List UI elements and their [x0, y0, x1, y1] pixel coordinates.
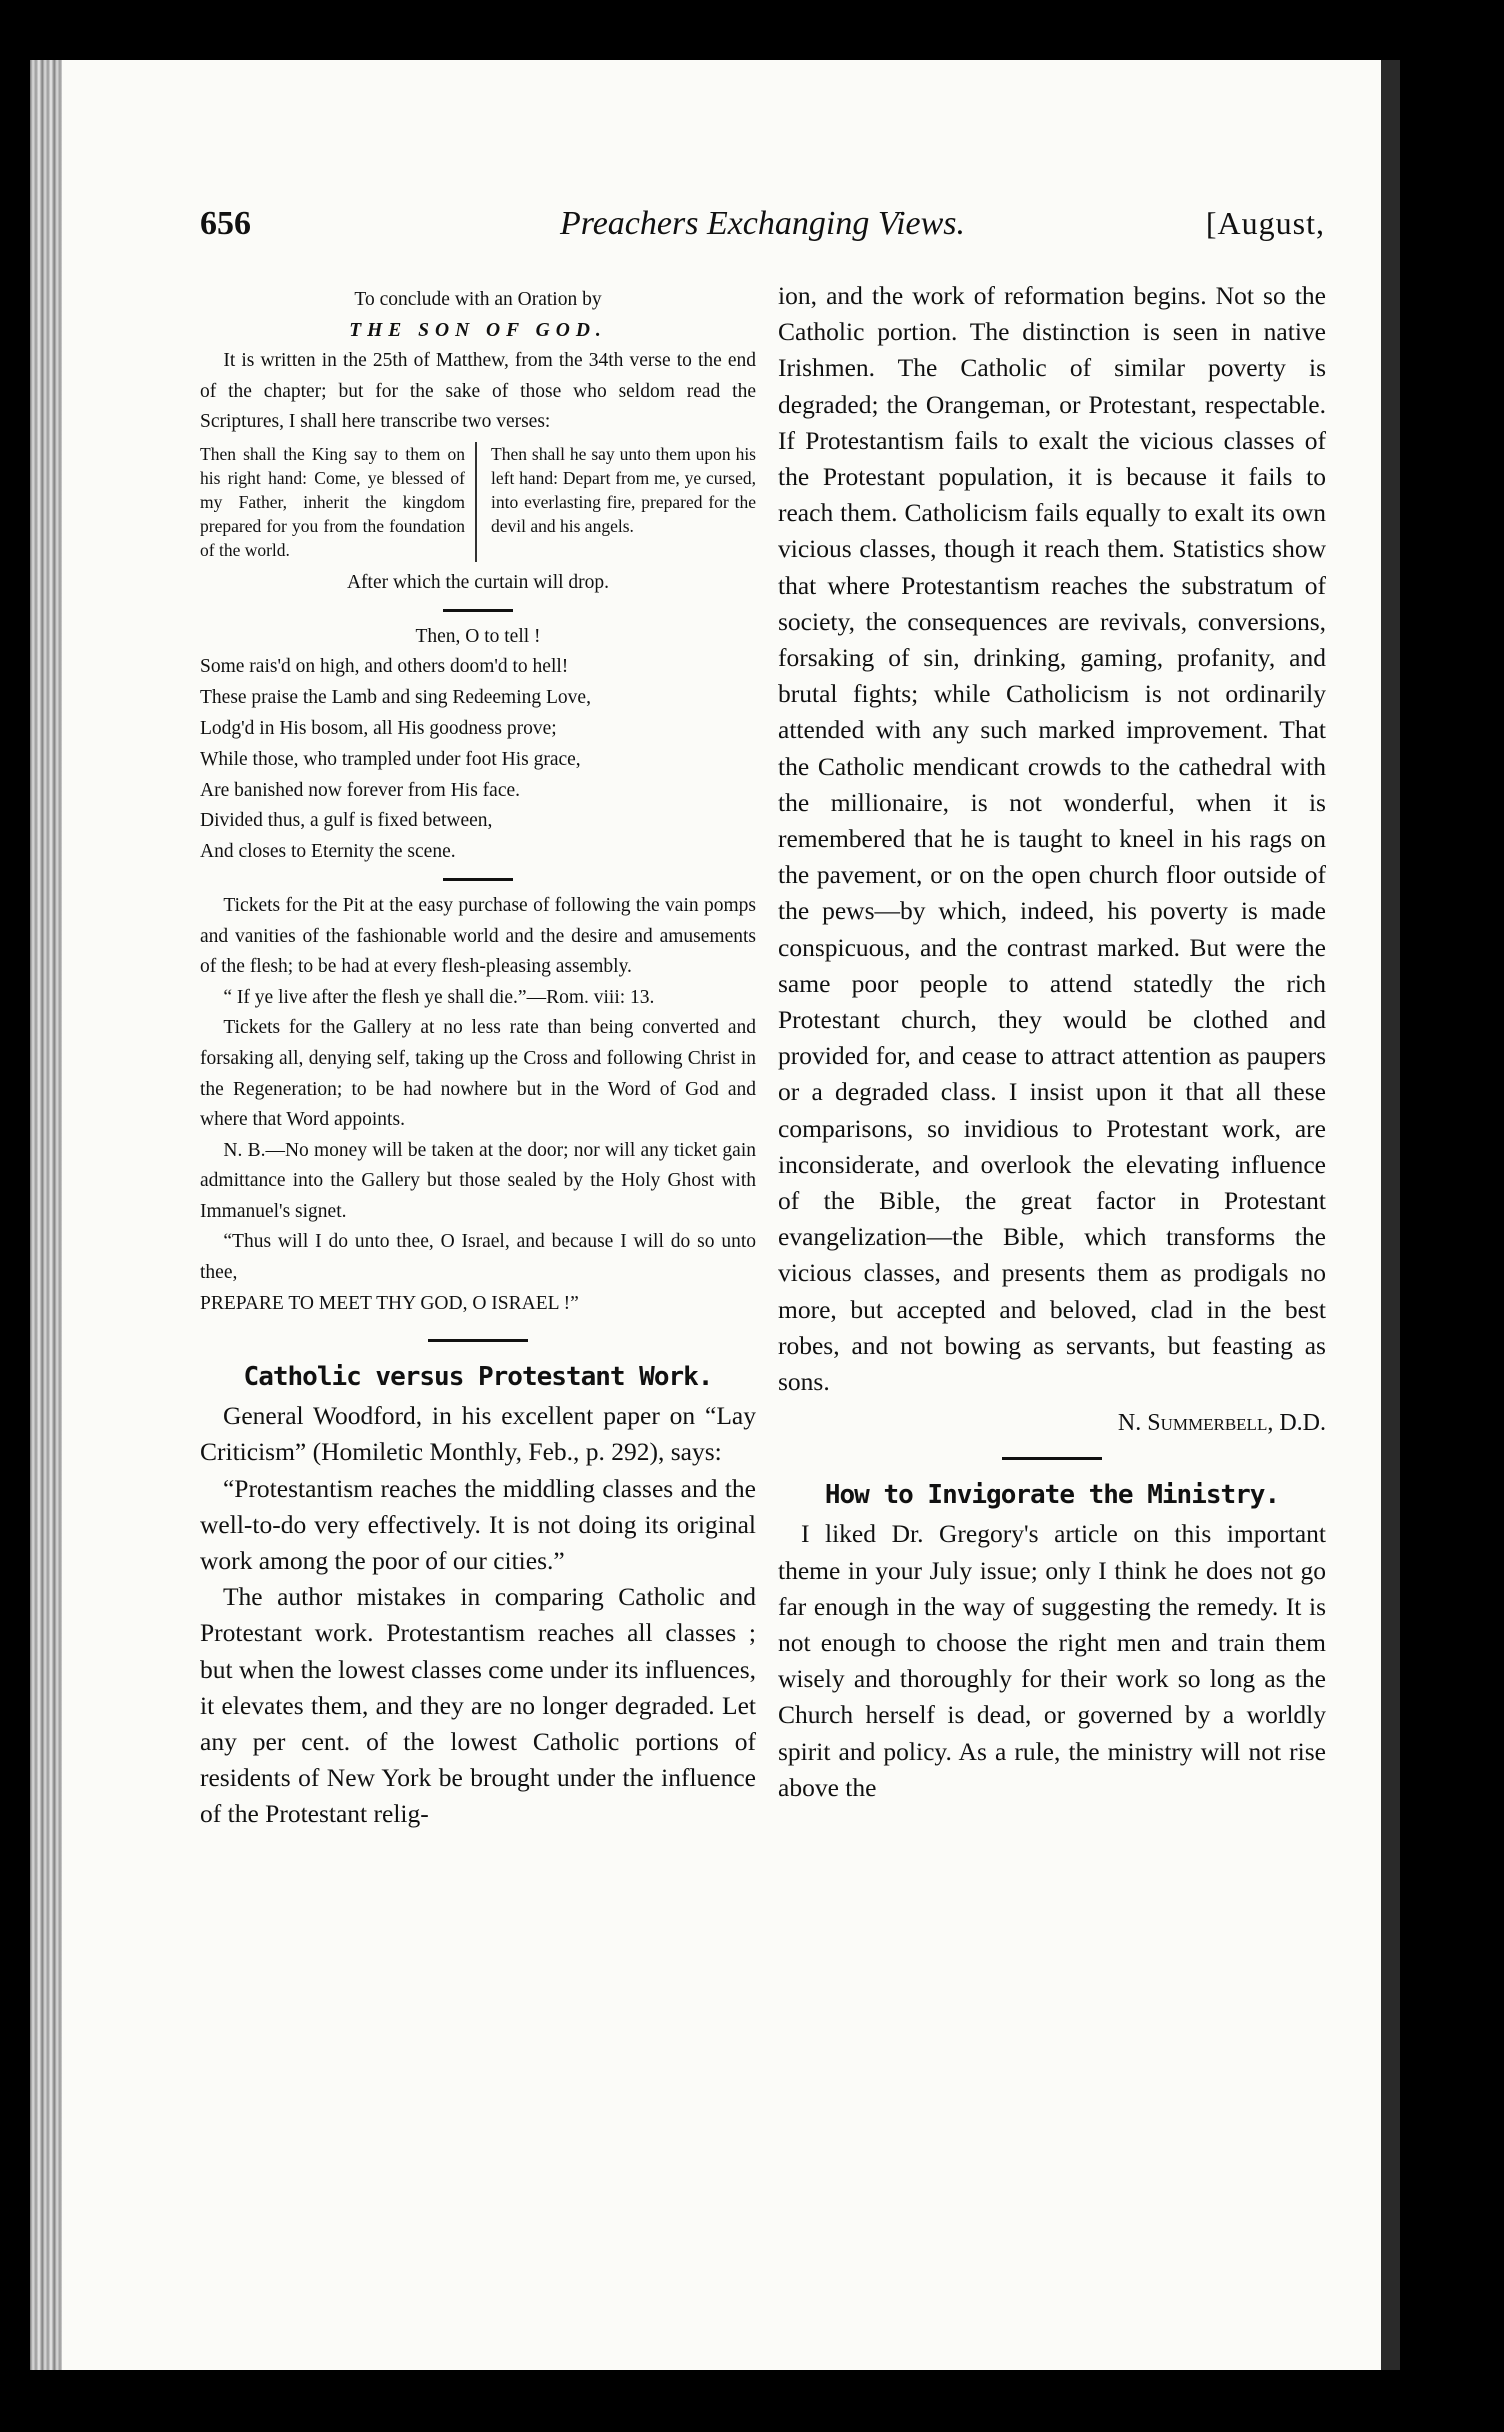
section-heading: How to Invigorate the Ministry. — [824, 1480, 1280, 1511]
poem-line: These praise the Lamb and sing Redeeming Love, — [200, 687, 591, 709]
verse-columns — [200, 442, 756, 562]
divider — [428, 1339, 528, 1342]
romans-quote: “ If ye live after the flesh ye shall die.”—Rom. viii: 13. — [223, 986, 655, 1008]
poem-line: Then, O to tell ! — [415, 625, 541, 647]
son-of-god-title: THE SON OF GOD. — [349, 319, 607, 341]
thus-quote: “Thus will I do unto thee, O Israel, and because I will do so unto thee, — [200, 1231, 756, 1284]
tickets-pit: Tickets for the Pit at the easy purchase of following the vain pomps and vanities of the fashionable world and the desire and amusements of the flesh; to be had at every flesh-pleasing assembly. — [200, 894, 756, 978]
verse-right-hand: Then shall the King say to them on his right hand: Come, ye blessed of my Father, inherit the kingdom prepared for you from the foundation of the world. — [200, 442, 477, 562]
tickets-gallery: Tickets for the Gallery at no less rate than being converted and forsaking all, denying self, taking up the Cross and following Christ in the Regeneration; to be had nowhere but in the Word of God and where that Word appoints. — [200, 1017, 756, 1131]
cv-continuation: ion, and the work of reformation begins. Not so the Catholic portion. The distinction is seen in native Irishmen. The Catholic of similar poverty is degraded; the Orangeman, or Protestant, respectable. If Protestantism fails to exalt the vicious classes of the Protestant population, it is because it fails to reach them. Catholicism fails equally to exalt its own vicious classes, though it reach them. Statistics show that where Protestantism reaches the substratum of society, the consequences are revivals, conversions, forsaking of sin, drinking, gaming, profanity, and brutal fights; while Catholicism is not ordinarily attended with any such marked improvement. That the Catholic mendicant crowds to the cathedral with the millionaire, is not wonderful, when it is remembered that he is taught to kneel in his rags on the pavement, or on the open church floor outside of the pews—by which, indeed, his poverty is made conspicuous, and the contrast marked. But were the same poor people to attend statedly the rich Protestant church, they would be clothed and provided for, and cease to attract attention as paupers or a degraded class. I insist upon it that all these comparisons, so invidious to Protestant work, are inconsiderate, and overlook the elevating influence of the Bible, the great factor in Protestant evangelization—the Bible, which transforms the vicious classes, and presents them as prodigals no more, but accepted and beloved, clad in the best robes, and not bowing as servants, but feasting as sons. — [778, 281, 1326, 1397]
poem-line: Divided thus, a gulf is fixed between, — [200, 810, 493, 832]
page-header — [200, 205, 1325, 255]
header-month: [August, — [1205, 205, 1325, 241]
cv-paragraph-2: “Protestantism reaches the middling classes and the well-to-do very effectively. It is not doing its original work among the poor of our cities.” — [200, 1473, 756, 1576]
curtain-line: After which the curtain will drop. — [346, 571, 610, 593]
page-number: 656 — [200, 205, 251, 242]
poem-line: Lodg'd in His bosom, all His goodness prove; — [200, 717, 557, 739]
oration-intro: To conclude with an Oration by — [354, 289, 602, 310]
divider — [1002, 1457, 1102, 1460]
page — [30, 60, 1400, 2370]
scripture-paragraph: It is written in the 25th of Matthew, from the 34th verse to the end of the chapter; but for the sake of those who seldom read the Scriptures, I shall here transcribe two verses: — [200, 350, 756, 433]
cv-paragraph-3: The author mistakes in comparing Catholic and Protestant work. Protestantism reaches all classes ; but when the lowest classes come under its influences, it elevates them, and they are no longer degraded. Let any per cent. of the lowest Catholic portions of residents of New York be brought under the influence of the Protestant relig- — [200, 1582, 756, 1829]
poem-line: Some rais'd on high, and others doom'd to hell! — [200, 656, 569, 678]
section-heading: Catholic versus Protestant Work. — [243, 1362, 713, 1393]
ministry-paragraph: I liked Dr. Gregory's article on this important theme in your July issue; only I think he does not go far enough in the way of suggesting the remedy. It is not enough to choose the right men and train them wisely and thoroughly for their work so long as the Church herself is dead, or governed by a worldly spirit and policy. As a rule, the ministry will not rise above the — [778, 1519, 1326, 1802]
prepare-line: PREPARE TO MEET THY GOD, O ISRAEL !” — [200, 1292, 579, 1314]
poem-line: While those, who trampled under foot His grace, — [200, 748, 581, 770]
poem-line: Are banished now forever from His face. — [200, 779, 520, 801]
nota-bene: N. B.—No money will be taken at the door; nor will any ticket gain admittance into the Gallery but those sealed by the Holy Ghost with Immanuel's signet. — [200, 1139, 756, 1222]
signature: N. Summerbell, D.D. — [1117, 1410, 1326, 1437]
poem — [200, 622, 756, 868]
left-column — [200, 285, 756, 1833]
divider — [443, 878, 513, 881]
book-spine-edge — [30, 60, 62, 2370]
right-column — [778, 278, 1326, 1806]
running-title: Preachers Exchanging Views. — [559, 205, 966, 242]
cv-paragraph-1: General Woodford, in his excellent paper on “Lay Criticism” (Homiletic Monthly, Feb., p. 292), says: — [200, 1401, 756, 1467]
page-edge-shadow — [1381, 60, 1400, 2370]
poem-line: And closes to Eternity the scene. — [200, 841, 456, 863]
verse-left-hand: Then shall he say unto them upon his left hand: Depart from me, ye cursed, into everlasting fire, prepared for the devil and his angels. — [491, 443, 756, 536]
divider — [443, 609, 513, 612]
